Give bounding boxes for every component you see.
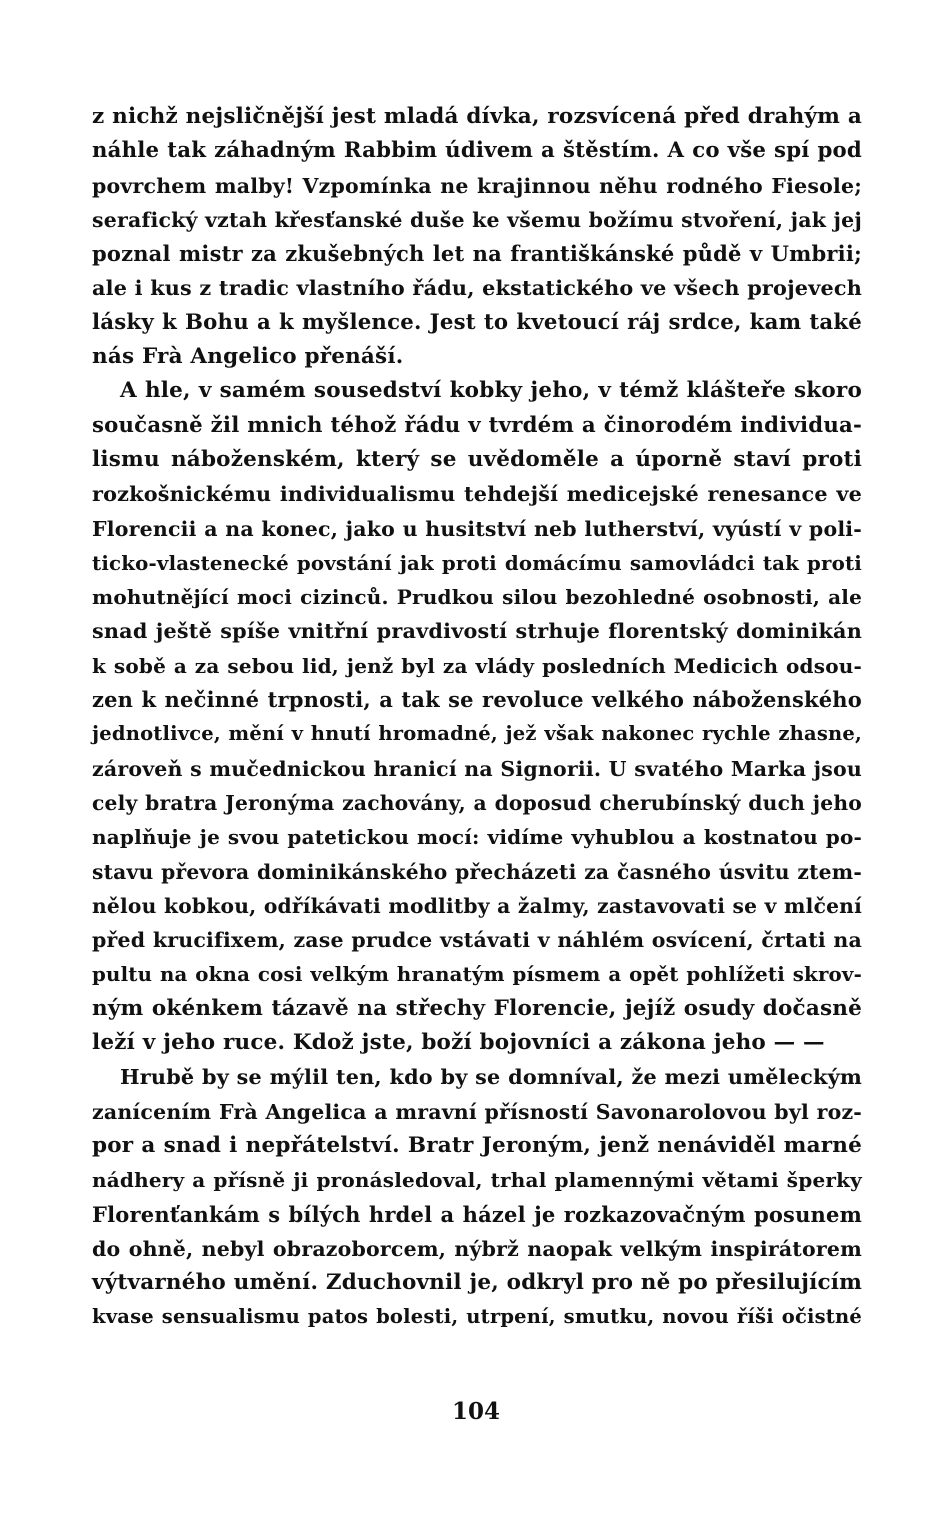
text-line: kvase sensualismu patos bolesti, utrpení, smutku, novou říši očistné — [92, 1305, 862, 1329]
text-line: zanícením Frà Angelica a mravní přísností Savonarolovou byl roz- — [92, 1099, 862, 1124]
text-line: jednotlivce, mění v hnutí hromadné, jež však nakonec rychle zhasne, — [92, 722, 862, 746]
text-line: poznal mistr za zkušebných let na františkánské půdě v Umbrii; — [92, 241, 862, 267]
text-line: serafický vztah křesťanské duše ke všemu božímu stvoření, jak jej — [92, 207, 862, 232]
text-line: lismu náboženském, který se uvědoměle a úporně staví proti — [92, 446, 862, 472]
text-line: Florencii a na konec, jako u husitství neb lutherství, vyústí v poli- — [92, 516, 862, 541]
text-line: nás Frà Angelico přenáší. — [92, 344, 404, 370]
page-number: 104 — [451, 1398, 500, 1425]
text-line: náhle tak záhadným Rabbim údivem a štěstím. A co vše spí pod — [92, 138, 862, 164]
text-line: zen k nečinné trpnosti, a tak se revoluce velkého náboženského — [92, 687, 862, 713]
text-line: z nichž nejsličnější jest mladá dívka, rozsvícená před drahým a — [92, 104, 862, 129]
text-line: současně žil mnich téhož řádu v tvrdém a činorodém individua- — [92, 412, 862, 438]
text-line: Florenťankám s bílých hrdel a házel je rozkazovačným posunem — [92, 1201, 862, 1227]
text-line: nělou kobkou, odříkávati modlitby a žalmy, zastavovati se v mlčení — [92, 893, 862, 918]
text-line: mohutnějící moci cizinců. Prudkou silou bezohledné osobnosti, ale — [92, 585, 862, 610]
text-line: zároveň s mučednickou hranicí na Signorii. U svatého Marka jsou — [92, 756, 862, 781]
body-text — [92, 100, 862, 1335]
text-line: povrchem malby! Vzpomínka ne krajinnou něhu rodného Fiesole; — [92, 173, 862, 198]
text-line: před krucifixem, zase prudce vstávati v náhlém osvícení, črtati na — [92, 928, 862, 953]
text-line: stavu převora dominikánského přecházeti za časného úsvitu ztem- — [92, 859, 862, 884]
text-line: naplňuje je svou patetickou mocí: vidíme vyhublou a kostnatou po- — [92, 825, 862, 850]
text-line: ale i kus z tradic vlastního řádu, ekstatického ve všech projevech — [92, 276, 862, 301]
text-line: A hle, v samém sousedství kobky jeho, v témž klášteře skoro — [120, 378, 862, 404]
text-line: k sobě a za sebou lid, jenž byl za vlády posledních Medicich odsou- — [92, 653, 862, 678]
text-line: leží v jeho ruce. Kdož jste, boží bojovníci a zákona jeho — — — [92, 1030, 825, 1056]
text-line: pultu na okna cosi velkým hranatým písmem a opět pohlížeti skrov- — [92, 962, 862, 987]
text-line: por a snad i nepřátelství. Bratr Jeroným, jenž nenáviděl marné — [92, 1132, 862, 1158]
text-line: do ohně, nebyl obrazoborcem, nýbrž naopak velkým inspirátorem — [92, 1236, 862, 1261]
text-line: cely bratra Jeronýma zachovány, a doposud cherubínský duch jeho — [92, 790, 862, 815]
text-line: ným okénkem tázavě na střechy Florencie, jejíž osudy dočasně — [92, 995, 862, 1021]
text-line: ticko-vlastenecké povstání jak proti domácímu samovládci tak proti — [92, 550, 862, 575]
text-line: nádhery a přísně ji pronásledoval, trhal plamennými větami šperky — [92, 1168, 862, 1193]
text-line: výtvarného umění. Zduchovnil je, odkryl pro ně po přesilujícím — [92, 1270, 863, 1296]
text-line: lásky k Bohu a k myšlence. Jest to kvetoucí ráj srdce, kam také — [92, 309, 862, 335]
text-line: snad ještě spíše vnitřní pravdivostí strhuje florentský dominikán — [92, 619, 862, 644]
text-line: rozkošnickému individualismu tehdejší medicejské renesance ve — [92, 482, 862, 507]
text-line: Hrubě by se mýlil ten, kdo by se domníval, že mezi uměleckým — [120, 1065, 862, 1090]
